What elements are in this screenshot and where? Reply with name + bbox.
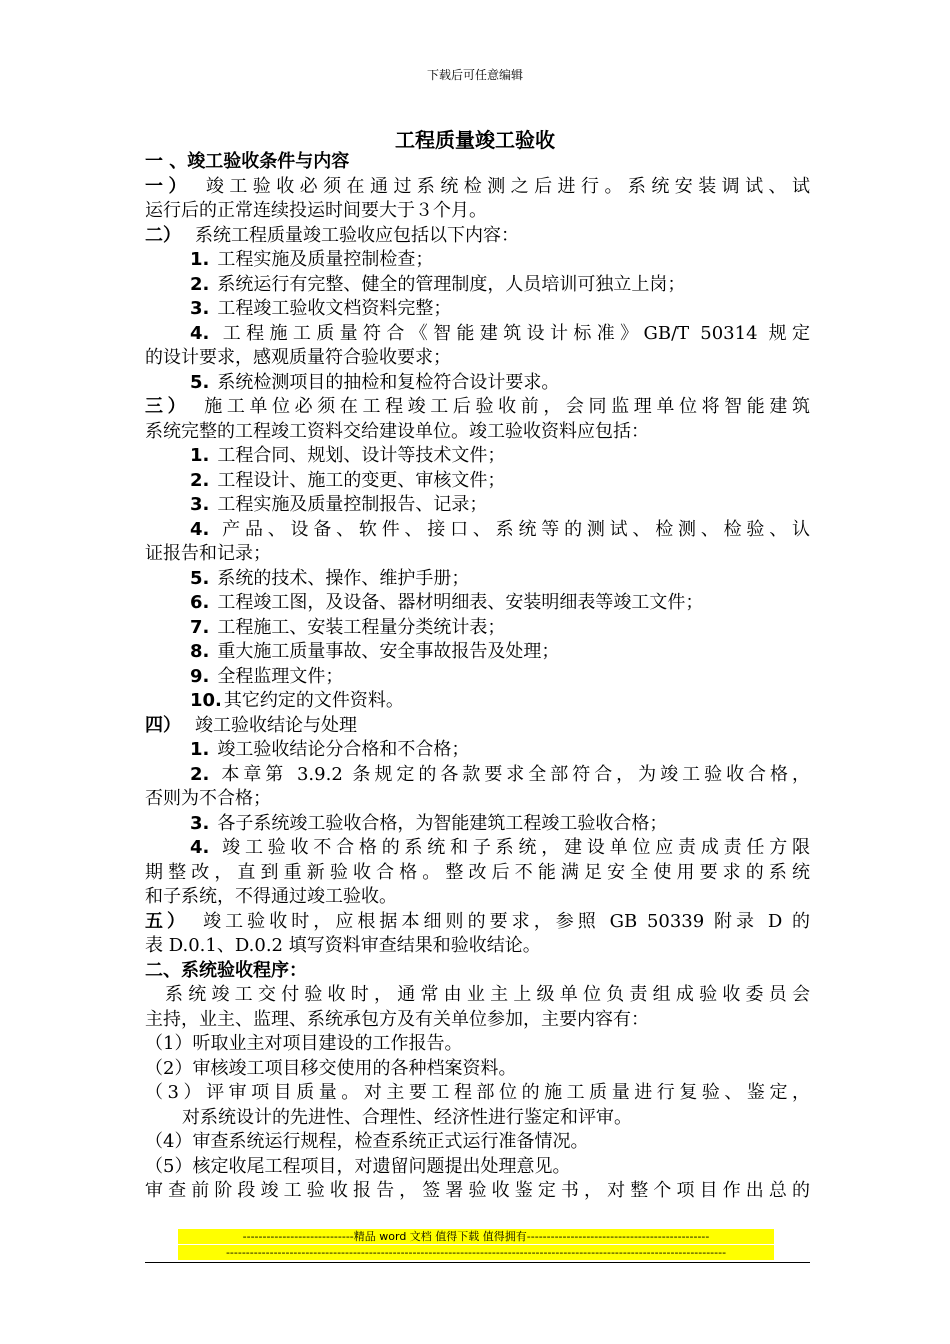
footer-rule <box>145 1262 810 1263</box>
page-title: 工程质量竣工验收 <box>395 128 555 152</box>
list-item: （4）审查系统运行规程，检查系统正式运行准备情况。 <box>145 1131 589 1152</box>
list-item: 8. 重大施工质量事故、安全事故报告及处理； <box>190 641 560 662</box>
list-item: 3. 工程竣工验收文档资料完整； <box>190 298 452 319</box>
list-item: 2. 系统运行有完整、健全的管理制度，人员培训可独立上岗； <box>190 273 686 295</box>
section2-heading: 二、系统验收程序： <box>145 959 307 981</box>
s1-line1 <box>145 175 810 200</box>
list-item: 3. 工程实施及质量控制报告、记录； <box>190 494 488 515</box>
header-note: 下载后可任意编辑 <box>426 68 523 82</box>
list-item: 2. 工程设计、施工的变更、审核文件； <box>190 469 506 491</box>
list-item: 1. 工程实施及质量控制检查； <box>190 249 434 270</box>
list-item: 9. 全程监理文件； <box>190 665 344 687</box>
s2-intro2: 主持，业主、监理、系统承包方及有关单位参加，主要内容有： <box>145 1008 649 1030</box>
list-item: 10. 其它约定的文件资料。 <box>190 690 404 711</box>
section1-heading: 一 、竣工验收条件与内容 <box>145 151 350 172</box>
list-item: 7. 工程施工、安装工程量分类统计表； <box>190 616 506 638</box>
list-item: （2）审核竣工项目移交使用的各种档案资料。 <box>145 1057 517 1079</box>
list-item: （1）听取业主对项目建设的工作报告。 <box>145 1033 463 1054</box>
list-item-cont: 期整改，直到重新验收合格。整改后不能满足安全使用要求的系统 <box>145 861 810 883</box>
s2-intro: 系统工程质量竣工验收应包括以下内容： <box>195 224 519 246</box>
list-item: 3. 各子系统竣工验收合格，为智能建筑工程竣工验收合格； <box>190 812 668 834</box>
s3-line1: 三） 施工单位必须在工程竣工后验收前，会同监理单位将智能建筑 <box>145 396 810 417</box>
footer-dashes: ------------------------------------------------------------------------------------------------------------------------------ <box>178 1245 774 1260</box>
s5-label: 五） <box>145 910 190 932</box>
list-item-cont: 和子系统，不得通过竣工验收。 <box>145 886 397 907</box>
list-item: 2. 本章第 3.9.2 条规定的各款要求全部符合，为竣工验收合格， <box>190 763 810 785</box>
s5-line1: 五） 竣工验收时，应根据本细则的要求，参照 GB 50339 附录 D 的 <box>145 910 810 932</box>
s3-line2: 系统完整的工程竣工资料交给建设单位。竣工验收资料应包括： <box>145 420 649 442</box>
list-item: 4. 工程施工质量符合《智能建筑设计标准》GB/T 50314 规定 <box>190 322 810 344</box>
list-item: 4. 产品、设备、软件、接口、系统等的测试、检测、检验、认 <box>190 518 810 540</box>
s1-label: 一） <box>145 175 192 197</box>
s2-line <box>145 224 810 249</box>
s1-line2: 运行后的正常连续投运时间要大于３个月。 <box>145 200 487 221</box>
list-item-cont: 对系统设计的先进性、合理性、经济性进行鉴定和评审。 <box>182 1106 632 1128</box>
list-item: 1. 工程合同、规划、设计等技术文件； <box>190 445 506 466</box>
last-line: 审查前阶段竣工验收报告，签署验收鉴定书，对整个项目作出总的 <box>145 1180 810 1201</box>
list-item-cont: 证报告和记录； <box>145 543 271 564</box>
footer-banner: ----------------------------精品 word 文档 值得下载 值得拥有---------------------------------------------- <box>178 1229 774 1244</box>
s2-label: 二） <box>145 224 181 246</box>
document-body <box>145 150 810 1204</box>
s5-line2: 表 D.0.1、D.0.2 填写资料审查结果和验收结论。 <box>145 935 541 956</box>
list-item-cont: 的设计要求，感观质量符合验收要求； <box>145 347 451 368</box>
list-item: 5. 系统的技术、操作、维护手册； <box>190 567 470 589</box>
list-item: （5）核定收尾工程项目，对遗留问题提出处理意见。 <box>145 1155 571 1177</box>
list-item: 4. 竣工验收不合格的系统和子系统，建设单位应责成责任方限 <box>190 837 810 858</box>
s2-intro1: 系统竣工交付验收时，通常由业主上级单位负责组成验收委员会 <box>165 984 810 1005</box>
s1-text: 竣工验收必须在通过系统检测之后进行。系统安装调试、试 <box>205 175 810 197</box>
list-item-cont: 否则为不合格； <box>145 788 271 809</box>
s4-line: 四） 竣工验收结论与处理 <box>145 714 357 736</box>
list-item: 6. 工程竣工图，及设备、器材明细表、安装明细表等竣工文件； <box>190 592 704 613</box>
s3-label: 三） <box>145 396 191 417</box>
list-item: （3）评审项目质量。对主要工程部位的施工质量进行复验、鉴定， <box>145 1082 810 1103</box>
list-item: 5. 系统检测项目的抽检和复检符合设计要求。 <box>190 371 560 393</box>
s4-label: 四） <box>145 714 181 736</box>
list-item: 1. 竣工验收结论分合格和不合格； <box>190 739 470 760</box>
